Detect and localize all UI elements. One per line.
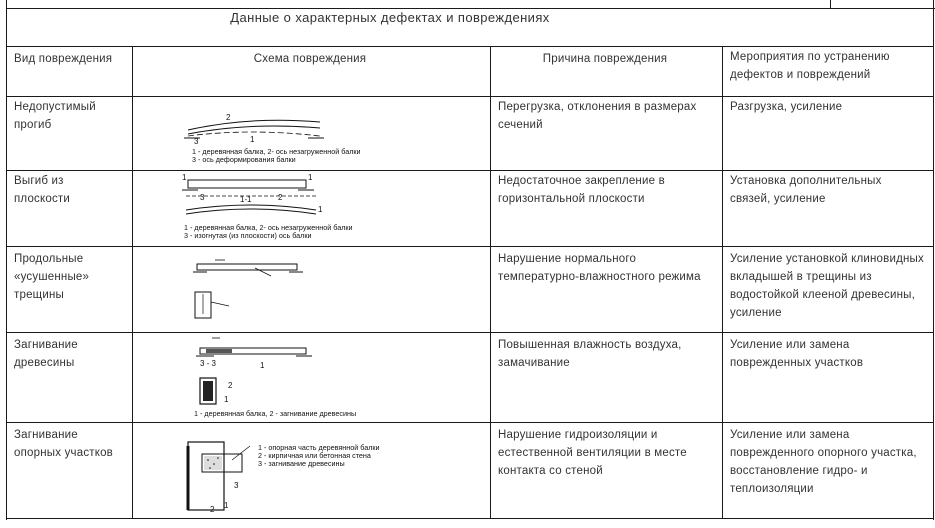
svg-text:2: 2	[278, 193, 283, 202]
scheme-1-caption-1: 1 - деревянная балка, 2- ось незагруженной балки	[192, 147, 361, 156]
svg-text:1: 1	[260, 361, 265, 370]
scheme-2-caption-1: 1 - деревянная балка, 2- ось незагруженной балки	[184, 223, 353, 232]
row-2-type: Выгиб из плоскости	[14, 175, 71, 205]
svg-text:1: 1	[224, 395, 229, 404]
svg-text:3: 3	[194, 137, 199, 146]
svg-text:3 - 3: 3 - 3	[200, 359, 217, 368]
column-divider	[490, 46, 491, 519]
row-4-type: Загнивание древесины	[14, 339, 78, 369]
row-5-type: Загнивание опорных участков	[14, 429, 113, 459]
svg-text:1: 1	[224, 501, 229, 510]
scheme-2-caption-2: 3 - изогнутая (из плоскости) ось балки	[184, 231, 312, 240]
svg-text:1: 1	[318, 205, 323, 214]
row-3-type: Продольные «усушенные» трещины	[14, 253, 90, 301]
svg-text:1: 1	[182, 173, 187, 182]
svg-text:2: 2	[228, 381, 233, 390]
scheme-5-caption-2: 2 - кирпичная или бетонная стена	[258, 451, 371, 460]
scheme-cracks-diagram	[185, 254, 365, 330]
row-divider	[6, 332, 934, 333]
scheme-deflection-diagram	[180, 108, 380, 168]
scheme-1-caption-2: 3 - ось деформирования балки	[192, 155, 296, 164]
svg-text:1: 1	[250, 135, 255, 144]
row-divider	[6, 246, 934, 247]
header-scheme: Схема повреждения	[253, 53, 367, 65]
header-measures: Мероприятия по устранению дефектов и повреждений	[730, 51, 890, 81]
row-5-cause: Нарушение гидроизоляции и естественной вентиляции в месте контакта со стеной	[498, 429, 687, 477]
section-label: 1-1	[240, 195, 252, 204]
column-divider	[722, 46, 723, 519]
row-3-measures: Усиление установкой клиновидных вкладышей в трещины из водостойкой клееной древесины, усиление	[730, 253, 924, 319]
scheme-5-caption-3: 3 - загнивание древесины	[258, 459, 345, 468]
scheme-5-caption-1: 1 - опорная часть деревянной балки	[258, 443, 380, 452]
header-cause: Причина повреждения	[542, 53, 668, 65]
table-border-left	[6, 0, 7, 520]
table-border-right	[933, 0, 934, 520]
scheme-4-caption-1: 1 - деревянная балка, 2 - загнивание древесины	[194, 409, 357, 418]
row-divider	[6, 96, 934, 97]
row-5-measures: Усиление или замена поврежденного опорного участка, восстановление гидро- и теплоизоляции	[730, 429, 917, 495]
row-divider	[6, 422, 934, 423]
table-top-stub	[830, 0, 831, 9]
header-divider	[6, 46, 934, 47]
row-4-cause: Повышенная влажность воздуха, замачивание	[498, 339, 682, 369]
row-4-measures: Усиление или замена поврежденных участков	[730, 339, 864, 369]
scheme-decay-diagram	[190, 336, 380, 422]
row-3-cause: Нарушение нормального температурно-влажностного режима	[498, 253, 701, 283]
svg-text:2: 2	[210, 505, 215, 514]
table-border-bottom	[6, 518, 934, 519]
svg-text:1: 1	[308, 173, 313, 182]
column-divider	[132, 46, 133, 519]
svg-text:2: 2	[226, 113, 231, 122]
row-1-measures: Разгрузка, усиление	[730, 101, 843, 113]
row-divider	[6, 170, 934, 171]
row-1-cause: Перегрузка, отклонения в размерах сечений	[498, 101, 697, 131]
scheme-support-decay-diagram	[180, 438, 400, 520]
table-border-top	[6, 8, 935, 9]
row-2-cause: Недостаточное закрепление в горизонтальной плоскости	[498, 175, 665, 205]
row-2-measures: Установка дополнительных связей, усиление	[730, 175, 882, 205]
header-damage-type: Вид повреждения	[14, 53, 113, 65]
table-title: Данные о характерных дефектах и повреждениях	[230, 10, 550, 25]
svg-text:3: 3	[234, 481, 239, 490]
row-1-type: Недопустимый прогиб	[14, 101, 96, 131]
svg-text:3: 3	[200, 193, 205, 202]
scheme-lateral-bending-diagram	[180, 172, 380, 244]
